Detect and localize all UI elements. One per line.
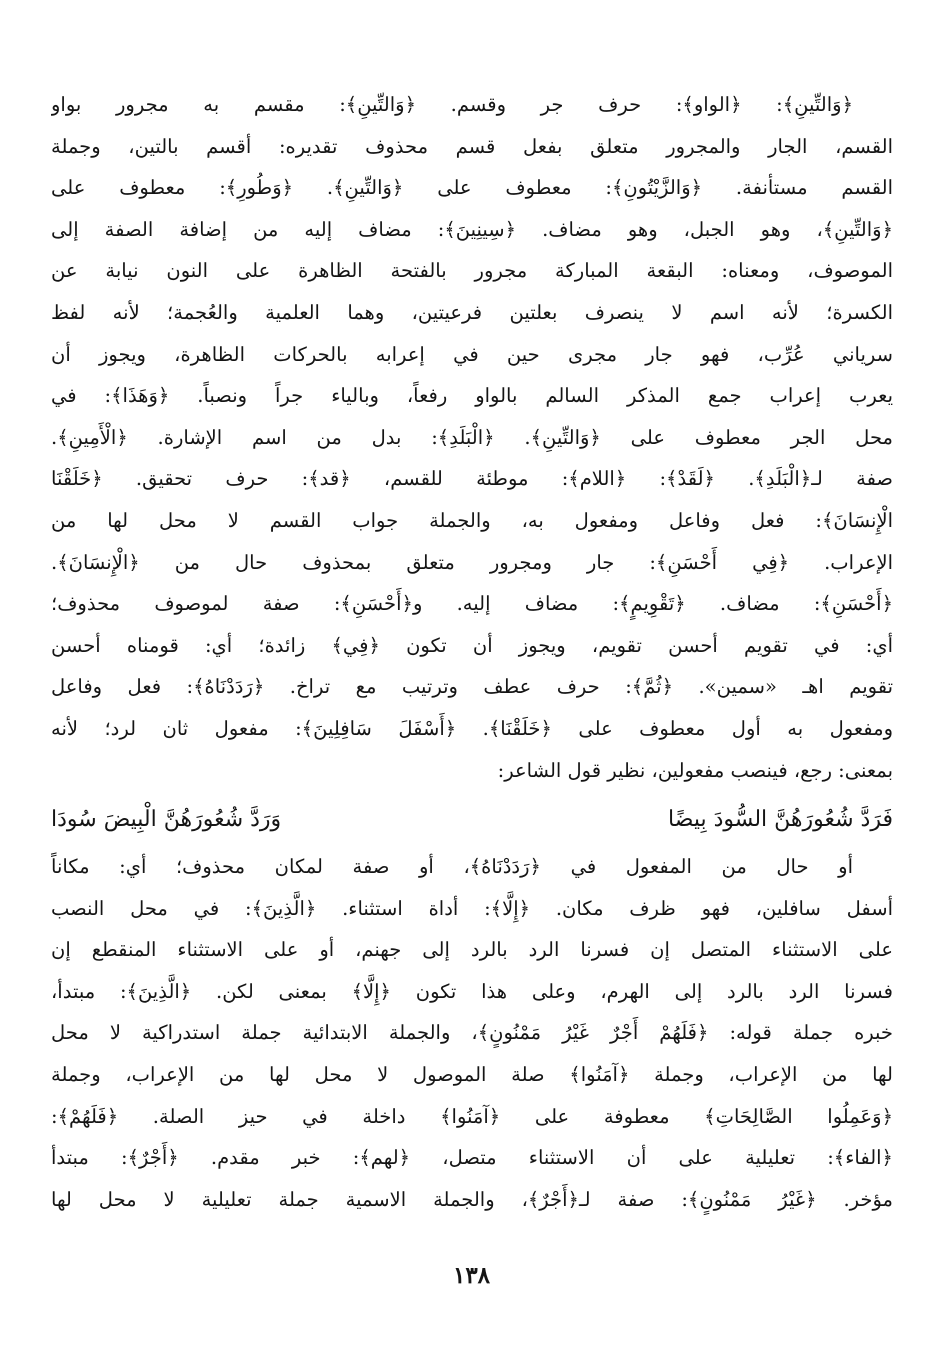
text-line: أي: في تقويم أحسن تقويم، ويجوز أن تكون ﴿فِي﴾ زائدة؛ أي: قومناه أحسن xyxy=(51,633,893,657)
text-line: ومفعول به أول معطوف على ﴿خَلَقْنَا﴾. ﴿أَسْفَلَ سَافِلِينَ﴾: مفعول ثان لرد؛ لأنه xyxy=(51,716,893,740)
poetry-verse xyxy=(51,794,893,844)
text-line: تقويم اهـ «سمين». ﴿ثُمَّ﴾: حرف عطف وترتيب مع تراخ. ﴿رَدَدْنَاهُ﴾: فعل وفاعل xyxy=(51,675,893,699)
text-line: لها من الإعراب، وجملة ﴿آمَنُوا﴾ صلة الموصول لا محل لها من الإعراب، وجملة xyxy=(51,1062,893,1086)
text-line: أو حال من المفعول في ﴿رَدَدْنَاهُ﴾، أو صفة لمكان محذوف؛ أي: مكاناً xyxy=(51,855,853,878)
text-line: محل الجر معطوف على ﴿وَالتِّينِ﴾. ﴿الْبَلَدِ﴾: بدل من اسم الإشارة. ﴿الْأَمِينِ﴾. xyxy=(51,425,893,449)
text-line: ﴿الفاء﴾: تعليلية على أن الاستثناء متصل، ﴿لهم﴾: خبر مقدم. ﴿أَجْرٌ﴾: مبتدأ xyxy=(51,1146,893,1170)
text-line: الموصوف، ومعناه: البقعة المباركة مجرور بالفتحة الظاهرة على النون نيابة عن xyxy=(51,259,893,283)
page-number: ١٣٨ xyxy=(452,1262,491,1289)
text-line: خبره جملة قوله: ﴿فَلَهُمْ أَجْرٌ غَيْرُ مَمْنُونٍ﴾، والجملة الابتدائية جملة استدراكية لا محل xyxy=(51,1021,893,1045)
verse-second-hemistich: وَرَدَّ شُعُورَهُنَّ الْبِيضَ سُودَا xyxy=(51,806,282,832)
text-line: يعرب إعراب جمع المذكر السالم بالواو رفعاً، وبالياء جراً ونصباً. ﴿وَهَذَا﴾: في xyxy=(51,384,893,408)
text-line: الْإِنسَانَ﴾: فعل وفاعل ومفعول به، والجملة جواب القسم لا محل لها من xyxy=(51,508,893,532)
text-line: أسفل سافلين، فهو ظرف مكان. ﴿إِلَّا﴾: أداة استثناء. ﴿الَّذِينَ﴾: في محل النصب xyxy=(51,896,893,920)
text-line: القسم، الجار والمجرور متعلق بفعل قسم محذوف تقديره: أقسم بالتين، وجملة xyxy=(51,134,893,158)
text-line: ﴿وَعَمِلُوا الصَّالِحَاتِ﴾ معطوفة على ﴿آمَنُوا﴾ داخلة في حيز الصلة. ﴿فَلَهُمْ﴾: xyxy=(51,1104,893,1128)
text-line: على الاستثناء المتصل إن فسرنا الرد بالرد إلى جهنم، أو على الاستثناء المنقطع إن xyxy=(51,938,893,962)
text-line: ﴿وَالتِّينِ﴾: ﴿الواو﴾: حرف جر وقسم. ﴿وَالتِّينِ﴾: مقسم به مجرور بواو xyxy=(51,93,853,116)
text-line: صفة لـ﴿الْبَلَدِ﴾. ﴿لَقَدْ﴾: ﴿اللام﴾: موطئة للقسم، ﴿قد﴾: حرف تحقيق. ﴿خَلَقْنَا xyxy=(51,467,893,491)
text-line: بمعنى: رجع، فينصب مفعولين، نظير قول الشاعر: xyxy=(497,758,893,782)
paragraph-2 xyxy=(51,846,893,1220)
text-line: ﴿وَالتِّينِ﴾، وهو الجبل، وهو مضاف. ﴿سِينِينَ﴾: مضاف إليه من إضافة الصفة إلى xyxy=(51,217,893,241)
text-line: الكسرة؛ لأنه اسم لا ينصرف بعلتين فرعيتين، وهما العلمية والعُجمة؛ لأنه لفظ xyxy=(51,300,893,324)
verse-first-hemistich: فَرَدَّ شُعُورَهُنَّ السُّودَ بِيضًا xyxy=(668,806,893,832)
text-line: الإعراب. ﴿فِي أَحْسَنِ﴾: جار ومجرور متعلق بمحذوف حال من ﴿الْإِنسَانَ﴾. xyxy=(51,550,893,574)
text-line: سرياني عُرِّب، فهو جار مجرى حين في إعرابه بالحركات الظاهرة، ويجوز أن xyxy=(51,342,893,366)
text-line: ﴿أَحْسَنِ﴾: مضاف. ﴿تَقْوِيمٍ﴾: مضاف إليه. و﴿أَحْسَنِ﴾: صفة لموصوف محذوف؛ xyxy=(51,592,893,616)
text-line: فسرنا الرد بالرد إلى الهرم، وعلى هذا تكون ﴿إِلَّا﴾ بمعنى لكن. ﴿الَّذِينَ﴾: مبتدأ، xyxy=(51,979,893,1003)
text-line: القسم مستأنفة. ﴿وَالزَّيْتُونِ﴾: معطوف على ﴿وَالتِّينِ﴾. ﴿وَطُورِ﴾: معطوف على xyxy=(51,176,893,200)
text-line: مؤخر. ﴿غَيْرُ مَمْنُونٍ﴾: صفة لـ﴿أَجْرٌ﴾، والجملة الاسمية جملة تعليلية لا محل لها xyxy=(51,1187,893,1211)
paragraph-1 xyxy=(51,84,893,791)
